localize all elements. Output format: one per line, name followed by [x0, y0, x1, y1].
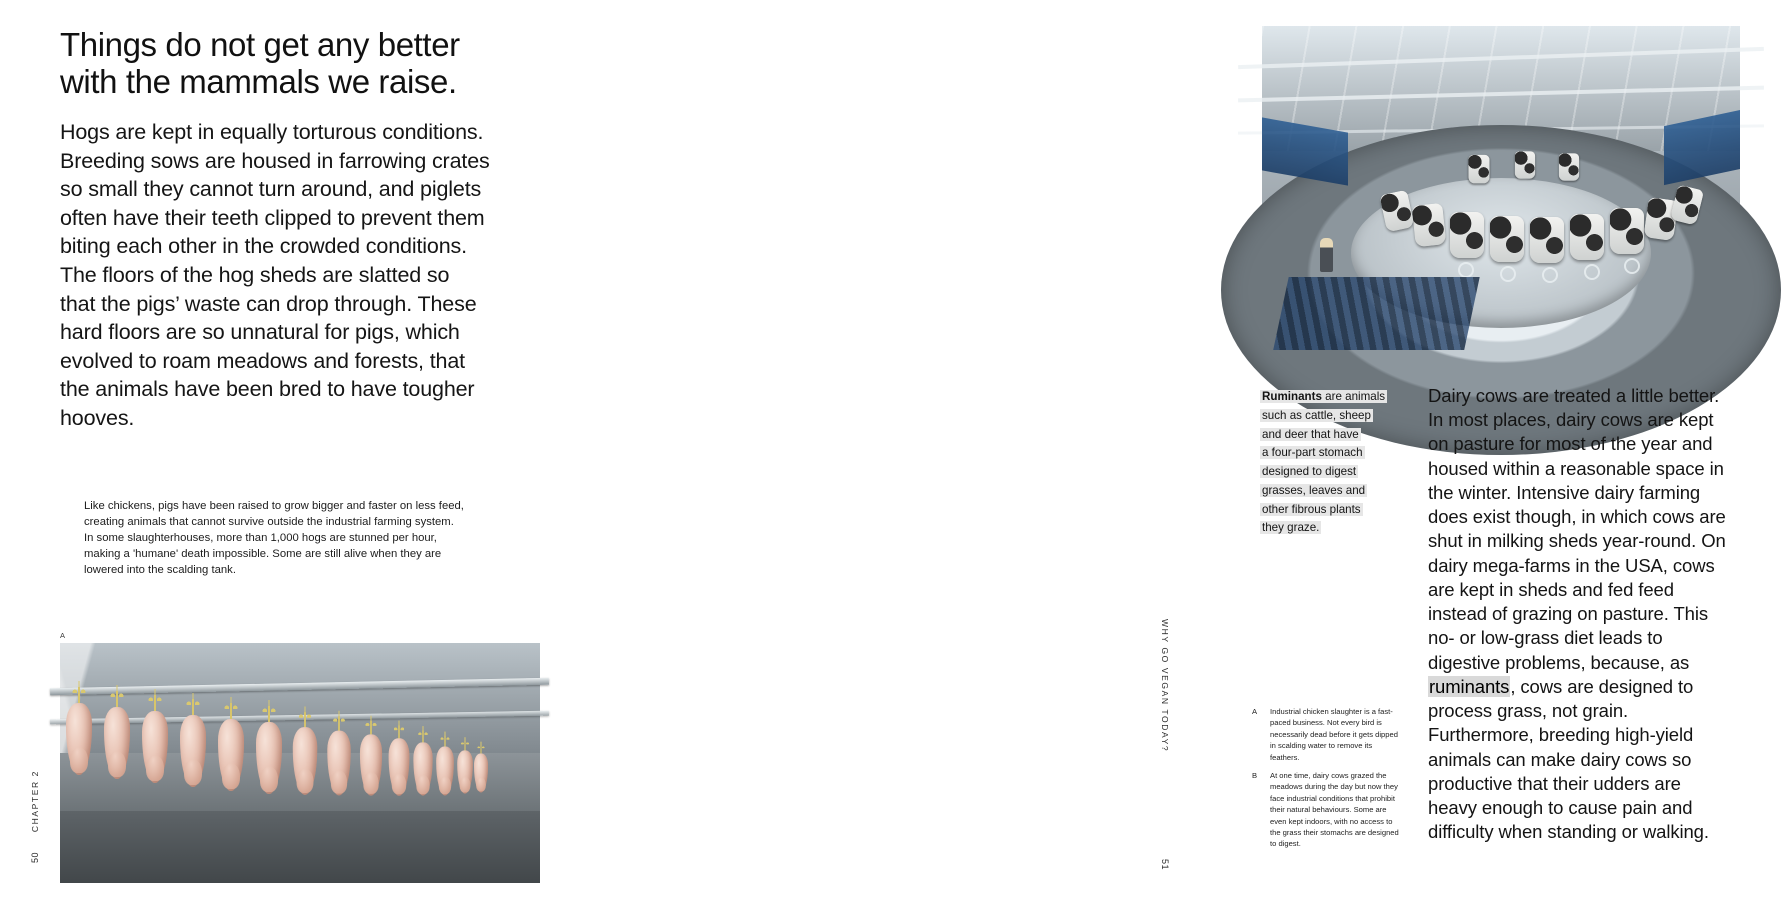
hanging-bird	[104, 691, 130, 795]
definition-line: they graze.	[1262, 521, 1320, 535]
hanging-bird	[256, 706, 282, 810]
right-page	[600, 0, 1726, 904]
hanging-bird	[457, 740, 473, 802]
hanging-bird	[413, 730, 432, 807]
hanging-bird	[66, 687, 92, 791]
rotary-milking-parlour-photo	[1262, 26, 1740, 356]
definition-line: such as cattle, sheep	[1262, 408, 1371, 422]
definition-line: and deer that have	[1262, 427, 1359, 441]
footnote-text: Industrial chicken slaughter is a fast-paced business. Not every bird is necessarily dead before it gets dipped in scalding water to remove its feathers.	[1270, 707, 1398, 762]
section-running-head: WHY GO VEGAN TODAY?	[1160, 618, 1170, 752]
hanging-bird	[474, 744, 488, 800]
figure-a-tag: A	[60, 631, 66, 640]
definition-term: Ruminants	[1262, 390, 1322, 403]
milking-cluster-icon	[1500, 266, 1516, 282]
hanging-bird	[218, 703, 244, 807]
dairy-cow	[1450, 212, 1484, 258]
dairy-cow	[1559, 153, 1579, 181]
milking-cluster-icon	[1584, 264, 1600, 280]
hanging-bird	[293, 712, 317, 810]
left-page	[0, 0, 600, 904]
dairy-cow	[1515, 151, 1535, 179]
hanging-bird	[327, 716, 350, 810]
hanging-bird	[436, 735, 454, 806]
dairy-cow	[1530, 217, 1564, 263]
milking-cluster-icon	[1458, 262, 1474, 278]
page-number-left: 50	[30, 852, 40, 864]
dairy-cow	[1570, 214, 1604, 260]
dairy-cow	[1468, 155, 1489, 184]
farm-worker	[1320, 238, 1333, 272]
highlighted-term: ruminants	[1429, 675, 1510, 697]
right-body-part-1: Dairy cows are treated a little better. In most places, dairy cows are kept on pasture for most of the year and housed within a reasonable space in the winter. Intensive dairy farming does exist though, in which cows are shut in milking sheds year-round. On dairy mega-farms in the USA, cows are kept in sheds and fed feed instead of grazing on pasture. This no- or low-grass diet leads to digestive problems, because, as	[1428, 385, 1726, 673]
ruminants-definition	[1262, 388, 1386, 538]
milking-cluster-icon	[1542, 267, 1558, 283]
footnote-item	[1252, 770, 1400, 850]
hanging-bird	[142, 695, 168, 799]
dairy-cow	[1490, 216, 1524, 262]
hanging-bird	[360, 720, 382, 808]
photo-floor	[60, 811, 540, 883]
right-body-text	[1428, 384, 1728, 844]
chicken-processing-photo	[60, 643, 540, 883]
definition-line: are animals	[1325, 390, 1386, 403]
definition-line: designed to digest	[1262, 465, 1357, 479]
dairy-cow	[1412, 203, 1447, 247]
right-body-part-2: , cows are designed to process grass, not grain. Furthermore, breeding high-yield animals can make dairy cows so productive that their udders are heavy enough to cause pain and difficulty when standing or walking.	[1428, 675, 1709, 843]
definition-line: a four-part stomach	[1262, 446, 1363, 460]
footnote-list	[1252, 706, 1400, 857]
hanging-bird	[389, 725, 410, 808]
milking-cluster-icon	[1624, 258, 1640, 274]
page-headline: Things do not get any better with the mammals we raise.	[60, 26, 460, 101]
chapter-running-head: CHAPTER 2	[30, 770, 40, 833]
footnote-key: A	[1252, 707, 1258, 716]
figure-b	[1262, 26, 1740, 367]
floor-grate	[1273, 277, 1480, 350]
footnote-key: B	[1252, 770, 1258, 780]
figure-a	[60, 632, 540, 883]
footnote-item	[1252, 706, 1400, 763]
dairy-cow	[1610, 208, 1644, 254]
footnote-text: At one time, dairy cows grazed the meadows during the day but now they face industrial conditions that prohibit their natural behaviours. Some are even kept indoors, with no access to the grass their stomachs are designed to digest.	[1270, 770, 1399, 849]
definition-line: other fibrous plants	[1262, 502, 1361, 516]
page-number-right: 51	[1160, 858, 1170, 870]
definition-line: grasses, leaves and	[1262, 483, 1366, 497]
left-body-text: Hogs are kept in equally torturous conditions. Breeding sows are housed in farrowing crates so small they cannot turn around, and piglets often have their teeth clipped to prevent them biting each other in the crowded conditions. The floors of the hog sheds are slatted so that the pigs’ waste can drop through. These hard floors are so unnatural for pigs, which evolved to roam meadows and forests, that the animals have been bred to have tougher hooves.	[60, 120, 490, 430]
left-sidenote: Like chickens, pigs have been raised to grow bigger and faster on less feed, creating animals that cannot survive outside the industrial farming system. In some slaughterhouses, more than 1,000 hogs are stunned per hour, making a 'humane' death impossible. Some are still alive when they are lowered into the scalding tank.	[84, 500, 464, 577]
hanging-bird	[180, 699, 206, 803]
